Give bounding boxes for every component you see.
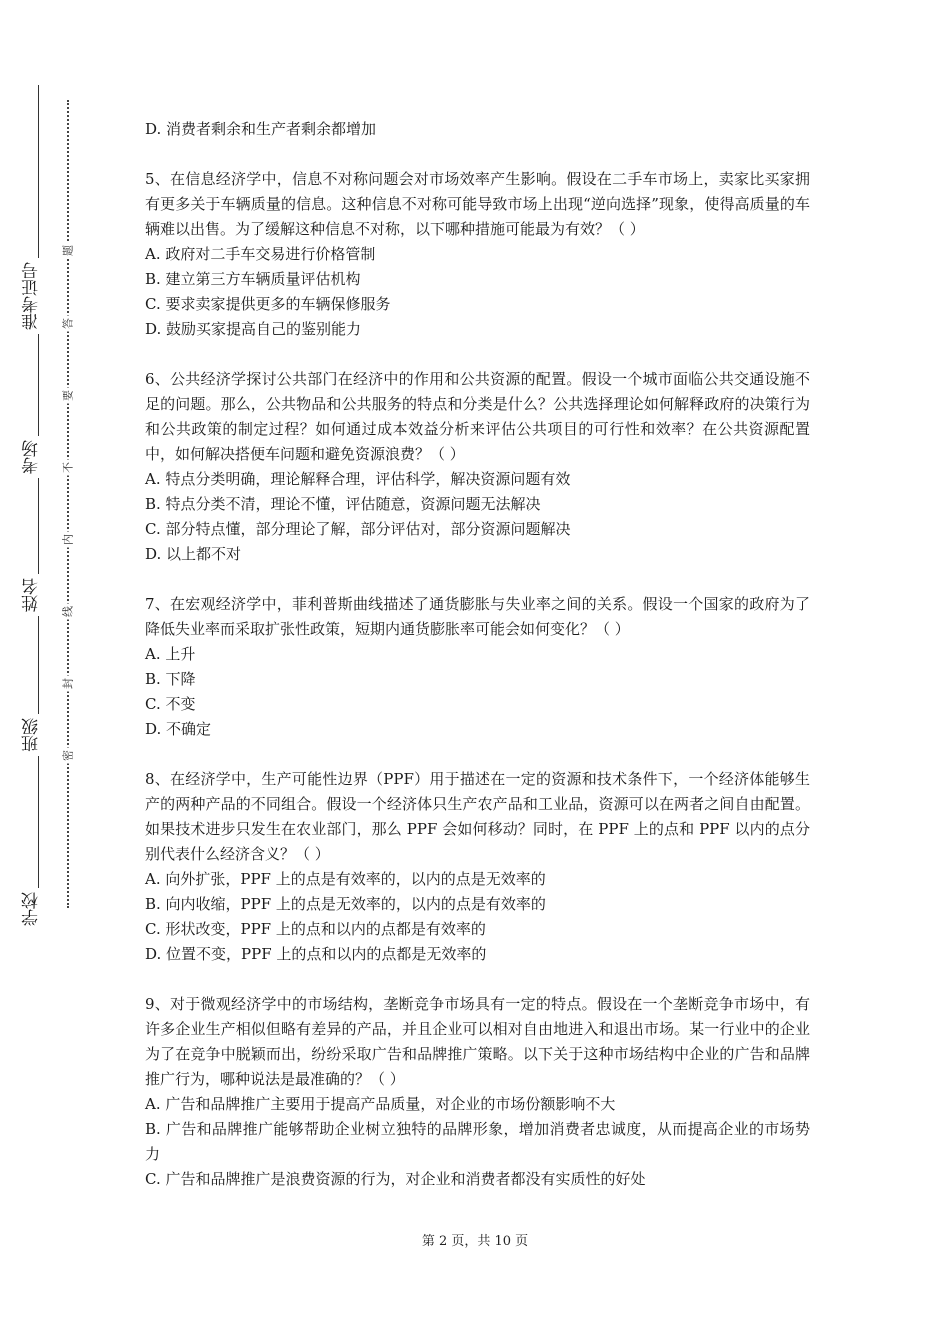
option: B. 广告和品牌推广能够帮助企业树立独特的品牌形象，增加消费者忠诚度，从而提高企业的市场势力 — [145, 1120, 810, 1163]
question-7 — [145, 592, 810, 742]
field-exam-room-label: 考场 — [24, 436, 52, 478]
option: C. 不变 — [145, 695, 196, 713]
option: B. 向内收缩，PPF 上的点是无效率的，以内的点是有效率的 — [145, 895, 546, 913]
seal-char: 不 — [63, 460, 74, 476]
option: D. 消费者剩余和生产者剩余都增加 — [145, 120, 377, 138]
option: C. 广告和品牌推广是浪费资源的行为，对企业和消费者都没有实质性的好处 — [145, 1170, 646, 1188]
option: D. 鼓励买家提高自己的鉴别能力 — [145, 320, 362, 338]
option: A. 上升 — [145, 645, 196, 663]
seal-char: 线 — [63, 604, 74, 620]
field-class-label: 班级 — [24, 714, 52, 756]
option: D. 位置不变，PPF 上的点和以内的点都是无效率的 — [145, 945, 487, 963]
question-8 — [145, 767, 810, 967]
question-stem: 9、对于微观经济学中的市场结构，垄断竞争市场具有一定的特点。假设在一个垄断竞争市场中，有许多企业生产相似但略有差异的产品，并且企业可以相对自由地进入和退出市场。某一行业中的企业为了在竞争中脱颖而出，纷纷采取广告和品牌推广策略。以下关于这种市场结构中企业的广告和品牌推广行为，哪种说法是最准确的？（ ） — [145, 995, 810, 1088]
option: A. 政府对二手车交易进行价格管制 — [145, 245, 376, 263]
seal-char: 封 — [63, 676, 74, 692]
option: B. 建立第三方车辆质量评估机构 — [145, 270, 361, 288]
exam-content — [145, 117, 810, 1217]
option: D. 以上都不对 — [145, 545, 242, 563]
question-5 — [145, 167, 810, 342]
seal-char: 密 — [63, 748, 74, 764]
question-stem: 7、在宏观经济学中，菲利普斯曲线描述了通货膨胀与失业率之间的关系。假设一个国家的政府为了降低失业率而采取扩张性政策，短期内通货膨胀率可能会如何变化？（ ） — [145, 595, 810, 638]
option: C. 要求卖家提供更多的车辆保修服务 — [145, 295, 391, 313]
option: A. 向外扩张，PPF 上的点是有效率的，以内的点是无效率的 — [145, 870, 546, 888]
option: D. 不确定 — [145, 720, 212, 738]
seal-char: 题 — [63, 243, 74, 259]
seal-char: 答 — [63, 316, 74, 332]
field-school-label: 学校 — [24, 888, 52, 930]
question-9 — [145, 992, 810, 1192]
question-stem: 8、在经济学中，生产可能性边界（PPF）用于描述在一定的资源和技术条件下，一个经济体能够生产的两种产品的不同组合。假设一个经济体只生产农产品和工业品，资源可以在两者之间自由配置。如果技术进步只发生在农业部门，那么 PPF 会如何移动？同时，在 PPF 上的点和 PPF 以内的点分别代表什么经济含义？（ ） — [145, 770, 810, 863]
binding-margin — [0, 0, 90, 1344]
question-4-tail — [145, 117, 810, 142]
question-stem: 5、在信息经济学中，信息不对称问题会对市场效率产生影响。假设在二手车市场上，卖家比买家拥有更多关于车辆质量的信息。这种信息不对称可能导致市场上出现“逆向选择”现象，使得高质量的车辆难以出售。为了缓解这种信息不对称，以下哪种措施可能最为有效？（ ） — [145, 170, 810, 238]
question-stem: 6、公共经济学探讨公共部门在经济中的作用和公共资源的配置。假设一个城市面临公共交通设施不足的问题。那么，公共物品和公共服务的特点和分类是什么？公共选择理论如何解释政府的决策行为和公共政策的制定过程？如何通过成本效益分析来评估公共项目的可行性和效率？在公共资源配置中，如何解决搭便车问题和避免资源浪费？（ ） — [145, 370, 810, 463]
option: A. 广告和品牌推广主要用于提高产品质量，对企业的市场份额影响不大 — [145, 1095, 616, 1113]
field-exam-number-label: 准考证号 — [24, 258, 52, 334]
option: C. 形状改变，PPF 上的点和以内的点都是有效率的 — [145, 920, 486, 938]
option: C. 部分特点懂，部分理论了解，部分评估对，部分资源问题解决 — [145, 520, 571, 538]
binding-solid-line — [38, 85, 39, 915]
seal-char: 内 — [63, 532, 74, 548]
binding-dotted-line — [67, 100, 69, 908]
page-footer: 第 2 页，共 10 页 — [421, 1234, 529, 1249]
seal-char: 要 — [63, 388, 74, 404]
option: B. 特点分类不清，理论不懂，评估随意，资源问题无法解决 — [145, 495, 541, 513]
option: A. 特点分类明确，理论解释合理，评估科学，解决资源问题有效 — [145, 470, 571, 488]
question-6 — [145, 367, 810, 567]
option: B. 下降 — [145, 670, 196, 688]
field-name-label: 姓名 — [24, 574, 52, 616]
